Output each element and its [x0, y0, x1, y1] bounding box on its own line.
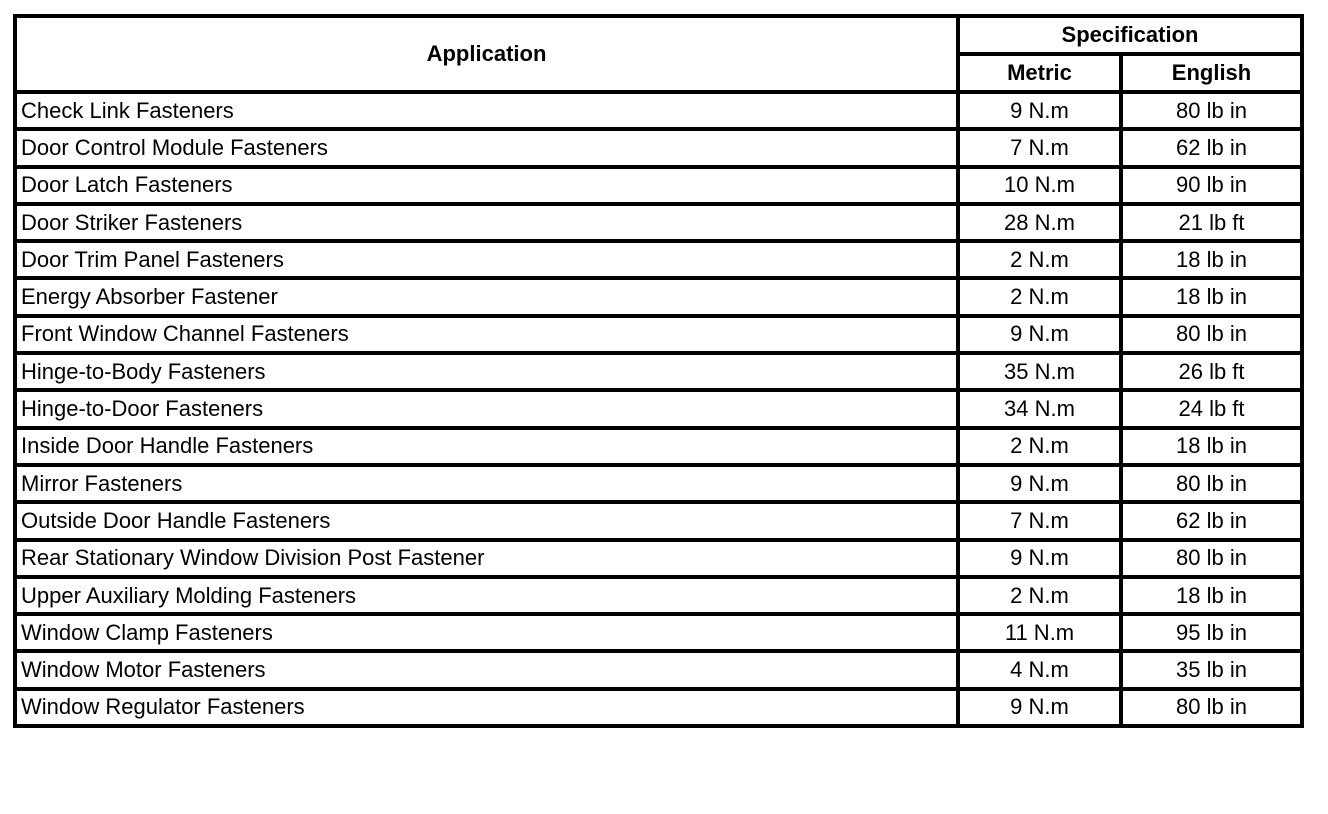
english-cell: 35 lb in [1121, 651, 1302, 688]
application-cell: Front Window Channel Fasteners [15, 316, 958, 353]
metric-cell: 4 N.m [958, 651, 1121, 688]
english-cell: 62 lb in [1121, 502, 1302, 539]
english-cell: 18 lb in [1121, 577, 1302, 614]
table-row [15, 204, 1302, 241]
table-body [15, 92, 1302, 726]
application-cell: Door Latch Fasteners [15, 167, 958, 204]
metric-cell: 9 N.m [958, 92, 1121, 129]
english-cell: 95 lb in [1121, 614, 1302, 651]
table-row [15, 241, 1302, 278]
fastener-spec-table [13, 14, 1304, 728]
english-cell: 24 lb ft [1121, 390, 1302, 427]
metric-cell: 9 N.m [958, 465, 1121, 502]
application-cell: Window Clamp Fasteners [15, 614, 958, 651]
metric-cell: 2 N.m [958, 428, 1121, 465]
application-cell: Rear Stationary Window Division Post Fastener [15, 540, 958, 577]
english-cell: 90 lb in [1121, 167, 1302, 204]
application-cell: Upper Auxiliary Molding Fasteners [15, 577, 958, 614]
english-cell: 62 lb in [1121, 129, 1302, 166]
metric-cell: 34 N.m [958, 390, 1121, 427]
table-row [15, 502, 1302, 539]
table-row [15, 614, 1302, 651]
table-row [15, 465, 1302, 502]
spec-table-container [13, 14, 1304, 728]
metric-cell: 9 N.m [958, 316, 1121, 353]
english-cell: 18 lb in [1121, 278, 1302, 315]
english-cell: 80 lb in [1121, 540, 1302, 577]
english-cell: 26 lb ft [1121, 353, 1302, 390]
application-cell: Window Regulator Fasteners [15, 689, 958, 726]
application-cell: Mirror Fasteners [15, 465, 958, 502]
metric-cell: 9 N.m [958, 540, 1121, 577]
application-cell: Door Striker Fasteners [15, 204, 958, 241]
application-cell: Energy Absorber Fastener [15, 278, 958, 315]
english-cell: 18 lb in [1121, 241, 1302, 278]
table-row [15, 689, 1302, 726]
table-row [15, 390, 1302, 427]
metric-cell: 2 N.m [958, 577, 1121, 614]
application-cell: Outside Door Handle Fasteners [15, 502, 958, 539]
metric-column-header: Metric [958, 54, 1121, 92]
metric-cell: 2 N.m [958, 241, 1121, 278]
metric-cell: 7 N.m [958, 502, 1121, 539]
header-row-top [15, 16, 1302, 54]
metric-cell: 28 N.m [958, 204, 1121, 241]
table-row [15, 167, 1302, 204]
table-row [15, 278, 1302, 315]
english-cell: 80 lb in [1121, 465, 1302, 502]
table-header [15, 16, 1302, 92]
metric-cell: 35 N.m [958, 353, 1121, 390]
table-row [15, 651, 1302, 688]
metric-cell: 10 N.m [958, 167, 1121, 204]
english-column-header: English [1121, 54, 1302, 92]
table-row [15, 353, 1302, 390]
table-row [15, 92, 1302, 129]
application-cell: Door Control Module Fasteners [15, 129, 958, 166]
application-cell: Hinge-to-Door Fasteners [15, 390, 958, 427]
table-row [15, 129, 1302, 166]
english-cell: 80 lb in [1121, 92, 1302, 129]
table-row [15, 577, 1302, 614]
application-cell: Check Link Fasteners [15, 92, 958, 129]
table-row [15, 540, 1302, 577]
table-row [15, 316, 1302, 353]
metric-cell: 2 N.m [958, 278, 1121, 315]
metric-cell: 9 N.m [958, 689, 1121, 726]
metric-cell: 7 N.m [958, 129, 1121, 166]
english-cell: 80 lb in [1121, 316, 1302, 353]
application-cell: Hinge-to-Body Fasteners [15, 353, 958, 390]
metric-cell: 11 N.m [958, 614, 1121, 651]
specification-column-header: Specification [958, 16, 1302, 54]
table-row [15, 428, 1302, 465]
application-cell: Inside Door Handle Fasteners [15, 428, 958, 465]
application-cell: Door Trim Panel Fasteners [15, 241, 958, 278]
application-cell: Window Motor Fasteners [15, 651, 958, 688]
english-cell: 18 lb in [1121, 428, 1302, 465]
application-column-header: Application [15, 16, 958, 92]
english-cell: 80 lb in [1121, 689, 1302, 726]
english-cell: 21 lb ft [1121, 204, 1302, 241]
